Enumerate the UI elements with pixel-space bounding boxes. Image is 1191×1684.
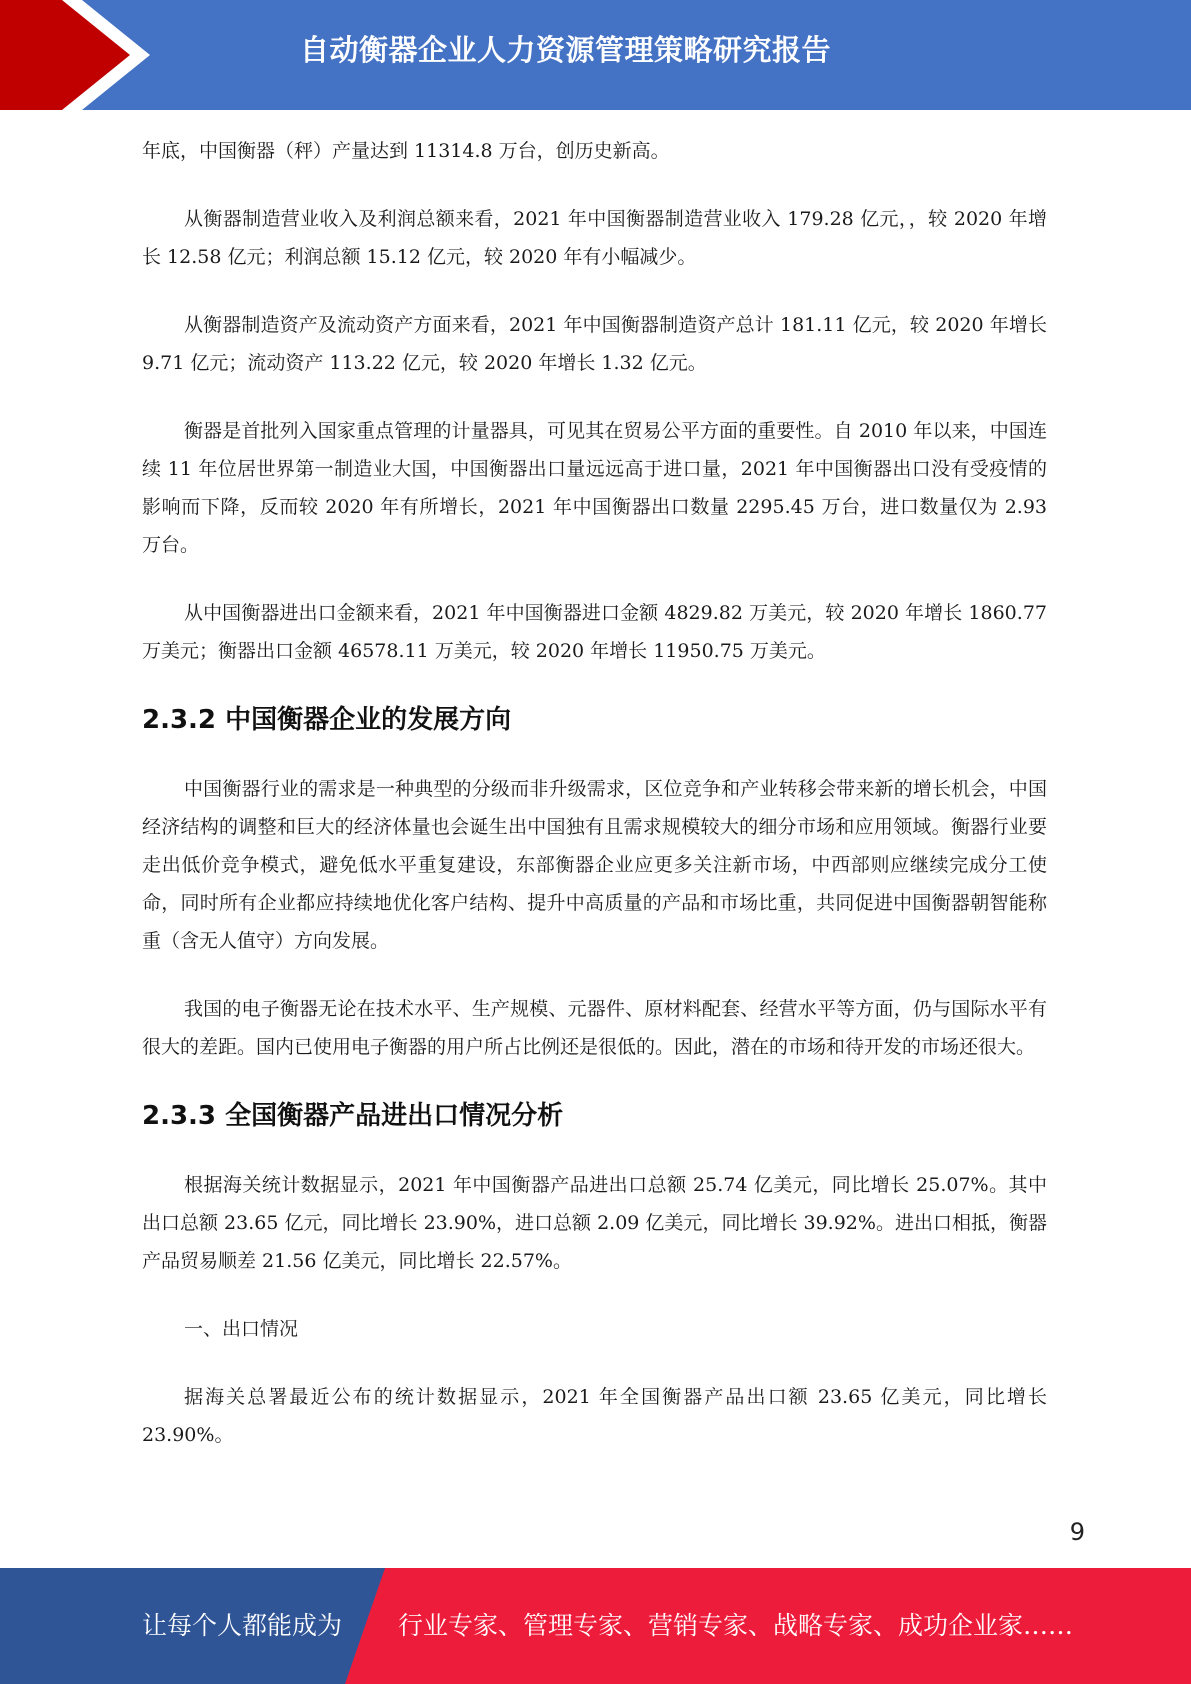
- paragraph: 从中国衡器进出口金额来看，2021 年中国衡器进口金额 4829.82 万美元，较 2020 年增长 1860.77 万美元；衡器出口金额 46578.11 万美元，较 2020 年增长 11950.75 万美元。: [142, 602, 1047, 662]
- page-number: 9: [1069, 1518, 1085, 1546]
- paragraph: 衡器是首批列入国家重点管理的计量器具，可见其在贸易公平方面的重要性。自 2010 年以来，中国连续 11 年位居世界第一制造业大国，中国衡器出口量远远高于进口量，2021 年中国衡器出口没有受疫情的影响而下降，反而较 2020 年有所增长，2021 年中国衡器出口数量 2295.45 万台，进口数量仅为 2.93 万台。: [142, 420, 1047, 556]
- paragraph: 从衡器制造资产及流动资产方面来看，2021 年中国衡器制造资产总计 181.11 亿元，较 2020 年增长 9.71 亿元；流动资产 113.22 亿元，较 2020 年增长 1.32 亿元。: [142, 314, 1047, 374]
- section-heading-2-3-3: 2.3.3 全国衡器产品进出口情况分析: [142, 1101, 564, 1131]
- page-header: [0, 0, 1191, 110]
- paragraph: 从衡器制造营业收入及利润总额来看，2021 年中国衡器制造营业收入 179.28 亿元，，较 2020 年增长 12.58 亿元；利润总额 15.12 亿元，较 2020 年有小幅减少。: [142, 208, 1047, 268]
- paragraph: 根据海关统计数据显示，2021 年中国衡器产品进出口总额 25.74 亿美元，同比增长 25.07%。其中出口总额 23.65 亿元，同比增长 23.90%，进口总额 2.09 亿美元，同比增长 39.92%。进出口相抵，衡器产品贸易顺差 21.56 亿美元，同比增长 22.57%。: [142, 1174, 1047, 1272]
- paragraph: 年底，中国衡器（秤）产量达到 11314.8 万台，创历史新高。: [142, 140, 670, 162]
- paragraph: 中国衡器行业的需求是一种典型的分级而非升级需求，区位竞争和产业转移会带来新的增长机会，中国经济结构的调整和巨大的经济体量也会诞生出中国独有且需求规模较大的细分市场和应用领域。衡器行业要走出低价竞争模式，避免低水平重复建设，东部衡器企业应更多关注新市场，中西部则应继续完成分工使命，同时所有企业都应持续地优化客户结构、提升中高质量的产品和市场比重，共同促进中国衡器朝智能称重（含无人值守）方向发展。: [142, 778, 1047, 952]
- paragraph: 据海关总署最近公布的统计数据显示，2021 年全国衡器产品出口额 23.65 亿美元，同比增长 23.90%。: [142, 1386, 1047, 1446]
- subheading-export: 一、出口情况: [184, 1318, 299, 1340]
- report-title: 自动衡器企业人力资源管理策略研究报告: [300, 33, 832, 67]
- footer-slogan-right: 行业专家、管理专家、营销专家、战略专家、成功企业家……: [398, 1611, 1074, 1640]
- footer-slogan-left: 让每个人都能成为: [142, 1611, 343, 1640]
- document-body: [142, 132, 1047, 1484]
- paragraph: 我国的电子衡器无论在技术水平、生产规模、元器件、原材料配套、经营水平等方面，仍与国际水平有很大的差距。国内已使用电子衡器的用户所占比例还是很低的。因此，潜在的市场和待开发的市场还很大。: [142, 998, 1047, 1058]
- page-footer: [0, 1568, 1191, 1684]
- section-heading-2-3-2: 2.3.2 中国衡器企业的发展方向: [142, 705, 512, 735]
- header-red-arrow-accent: [0, 0, 160, 110]
